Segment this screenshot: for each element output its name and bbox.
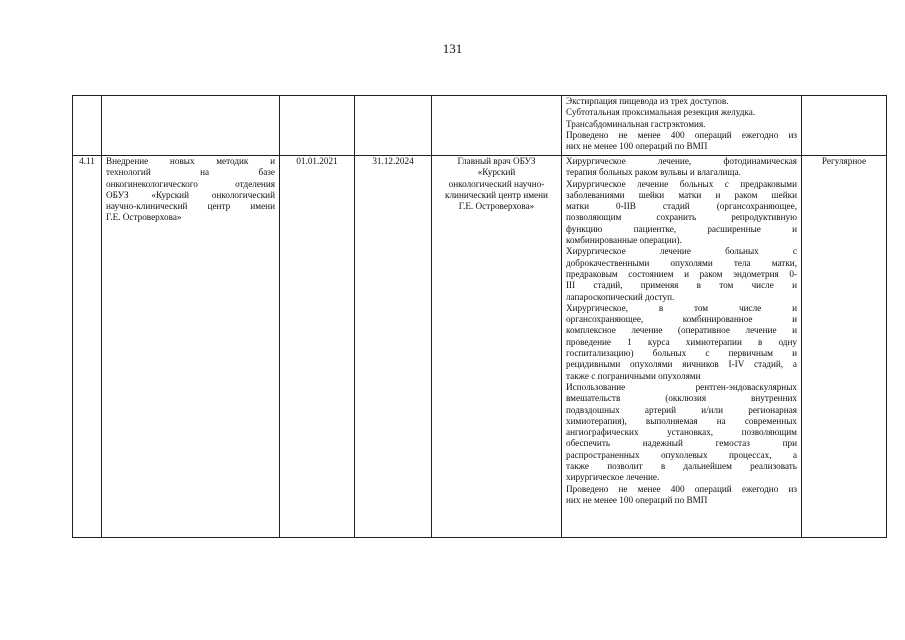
text-line: Главный врач ОБУЗ (457, 156, 536, 166)
text-line: Проведено не менее 400 операций ежегодно из (566, 129, 797, 140)
text-line: онкогинекологического отделения (106, 178, 275, 189)
description-cell (562, 156, 802, 538)
text-line: госпитализацию) больных с первичным и (566, 348, 797, 359)
text-line: комплексное лечение (оперативное лечение и (566, 325, 797, 336)
text-line: них не менее 100 операций по ВМП (566, 494, 708, 505)
text-line: Хирургическое лечение больных с предраковыми (566, 178, 797, 189)
text-line: Хирургическое, в том числе и (566, 302, 797, 313)
row-number-cell: 4.11 (73, 156, 102, 538)
text-line: Использование рентген-эндоваскулярных (566, 381, 797, 392)
measures-table (72, 95, 887, 538)
responsible-cell (432, 156, 562, 538)
text-line: распространенных опухолевых процессах, а (566, 449, 797, 460)
text-line: обеспечить надежный гемостаз при (566, 438, 797, 449)
text-line: подвздошных артерий и/или регионарная (566, 404, 797, 415)
end-date-cell (355, 96, 432, 156)
end-date-cell: 31.12.2024 (355, 156, 432, 538)
row-number-cell (73, 96, 102, 156)
text-line: функцию пациентке, расширенные и (566, 223, 797, 234)
text-line: Г.Е. Островерхова» (458, 201, 535, 212)
text-line: Хирургическое лечение, фотодинамическая (566, 156, 797, 166)
text-line: Субтотальная проксимальная резекция желудка. (566, 107, 756, 118)
text-line: рецидивными опухолями яичников I-IV стадий, а (566, 359, 797, 370)
text-line: Экстирпация пищевода из трех доступов. (566, 96, 729, 106)
text-line: Проведено не менее 400 операций ежегодно из (566, 483, 797, 494)
text-line: ОБУЗ «Курский онкологический (106, 189, 275, 200)
text-line: заболеваниями шейки матки и раком шейки (566, 189, 797, 200)
measure-name-cell (102, 156, 280, 538)
start-date-cell (280, 96, 355, 156)
responsible-cell (432, 96, 562, 156)
text-line: онкологический научно- (448, 178, 545, 189)
text-line: матки 0-IIB стадий (органсохраняющее, (566, 201, 797, 212)
text-line: ангиографических установках, позволяющим (566, 427, 797, 438)
text-line: также позволит в дальнейшем реализовать (566, 461, 797, 472)
text-line: терапия больных раком вульвы и влагалища. (566, 167, 741, 178)
text-line: доброкачественными опухолями тела матки, (566, 257, 797, 268)
text-line: них не менее 100 операций по ВМП (566, 141, 708, 152)
start-date-cell: 01.01.2021 (280, 156, 355, 538)
text-line: хирургическое лечение. (566, 472, 660, 483)
text-line: предраковым состоянием и раком эндометрия 0- (566, 268, 797, 279)
description-cell (562, 96, 802, 156)
text-line: Трансабдоминальная гастрэктомия. (566, 118, 706, 129)
text-line: научно-клинический центр имени (106, 201, 275, 212)
text-line: III стадий, применяя в том числе и (566, 280, 797, 291)
text-line: вмешательств (окклюзия внутренних (566, 393, 797, 404)
text-line: проведение 1 курса химиотерапии в одну (566, 336, 797, 347)
page-number: 131 (442, 41, 463, 56)
text-line: клинический центр имени (445, 189, 548, 200)
text-line: химиотерапия), выполняемая на современных (566, 415, 797, 426)
table-row (73, 156, 887, 538)
text-line: позволяющим сохранить репродуктивную (566, 212, 797, 223)
text-line: лапароскопический доступ. (566, 291, 675, 302)
text-line: также с пограничными опухолями (566, 370, 701, 381)
text-line: Внедрение новых методик и (106, 156, 275, 166)
table-row (73, 96, 887, 156)
measure-name-cell (102, 96, 280, 156)
text-line: Г.Е. Островерхова» (106, 212, 182, 223)
text-line: Хирургическое лечение больных с (566, 246, 797, 257)
text-line: «Курский (477, 167, 516, 178)
text-line: технологий на базе (106, 167, 275, 178)
measure-type-cell (802, 96, 887, 156)
measure-type-cell: Регулярное (802, 156, 887, 538)
text-line: комбинированные операции). (566, 235, 682, 246)
text-line: органсохраняющее, комбинированное и (566, 314, 797, 325)
